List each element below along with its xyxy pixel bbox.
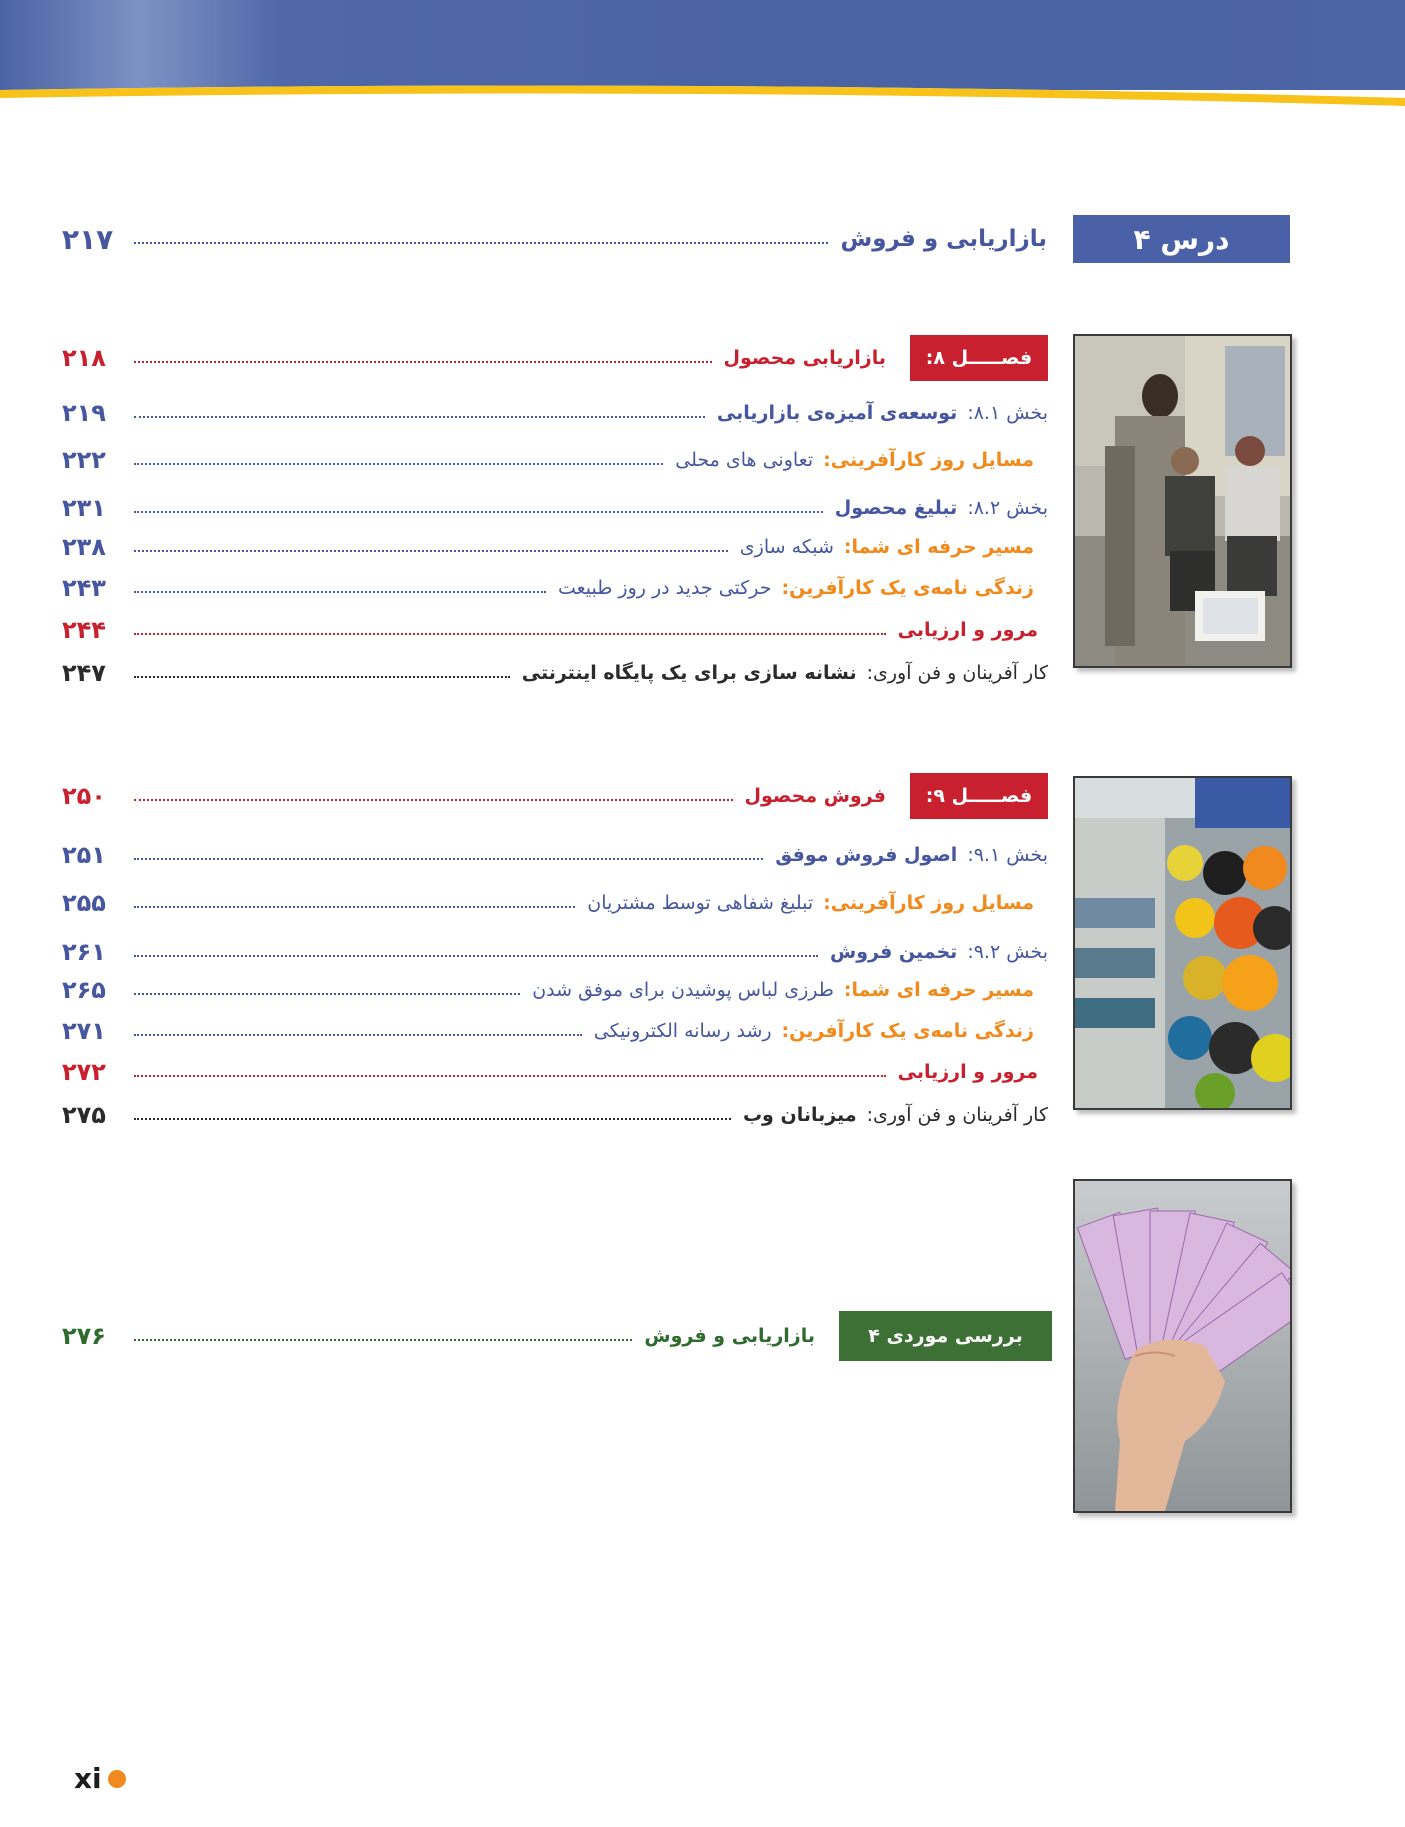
toc-row[interactable] (62, 440, 1034, 480)
row-page: ۲۷۲ (62, 1058, 106, 1086)
row-page: ۲۵۵ (62, 889, 106, 917)
row-prefix: زندگی نامه‌ی یک کارآفرین: (781, 1020, 1034, 1042)
chapter9-title: فروش محصول (744, 785, 886, 807)
row-prefix: مسایل روز کارآفرینی: (823, 892, 1034, 914)
row-title: طرزی لباس پوشیدن برای موفق شدن (532, 979, 834, 1001)
toc-row[interactable] (62, 527, 1034, 567)
leader-dots (134, 1118, 731, 1120)
toc-row[interactable] (62, 932, 1048, 972)
row-page: ۲۱۹ (62, 399, 106, 427)
chapter9-page: ۲۵۰ (62, 782, 106, 810)
meeting-photo (1073, 334, 1292, 668)
row-prefix: بخش ۸.۱: (967, 402, 1048, 424)
toc-row[interactable] (62, 653, 1048, 693)
leader-dots (134, 416, 705, 418)
row-title: توسعه‌ی آمیزه‌ی بازاریابی (716, 402, 958, 424)
row-page: ۲۴۳ (62, 574, 106, 602)
toc-row[interactable] (62, 835, 1048, 875)
row-title: اصول فروش موفق (775, 844, 958, 866)
case-study-page: ۲۷۶ (62, 1322, 106, 1350)
row-prefix: مسیر حرفه ای شما: (843, 536, 1034, 558)
leader-dots (134, 463, 663, 465)
leader-dots (134, 1075, 886, 1077)
row-prefix: مسیر حرفه ای شما: (843, 979, 1034, 1001)
row-prefix: کار آفرینان و فن آوری: (866, 662, 1048, 684)
banknotes-photo (1073, 1179, 1292, 1513)
toc-row[interactable] (62, 568, 1034, 608)
row-title: نشانه سازی برای یک پایگاه اینترنتی (521, 662, 857, 684)
case-study-title: بازاریابی و فروش (644, 1325, 815, 1347)
lesson-title-row[interactable] (62, 219, 1047, 259)
leader-dots (134, 676, 510, 678)
toc-row[interactable] (62, 970, 1034, 1010)
row-page: ۲۴۷ (62, 659, 106, 687)
toc-row[interactable] (62, 610, 1048, 650)
toc-row[interactable] (62, 393, 1048, 433)
toc-row[interactable] (62, 883, 1034, 923)
leader-dots (134, 550, 728, 552)
row-title: تخمین فروش (829, 941, 958, 963)
leader-dots (134, 858, 763, 860)
row-title: حرکتی جدید در روز طبیعت (557, 577, 772, 599)
header-stripe (0, 84, 1405, 110)
leader-dots (134, 591, 546, 593)
leader-dots (134, 361, 712, 363)
chapter9-tag: فصـــــل ۹: (910, 773, 1048, 819)
row-prefix: کار آفرینان و فن آوری: (866, 1104, 1048, 1126)
leader-dots (134, 799, 733, 801)
store-photo (1073, 776, 1292, 1110)
row-prefix: بخش ۹.۲: (967, 941, 1048, 963)
row-title: تعاونی های محلی (675, 449, 814, 471)
toc-row[interactable] (62, 1011, 1034, 1051)
row-title: مرور و ارزیابی (897, 1061, 1038, 1083)
case-study-tag: بررسی موردی ۴ (839, 1311, 1052, 1361)
chapter8-row[interactable] (62, 334, 1048, 382)
leader-dots (134, 906, 575, 908)
chapter9-row[interactable] (62, 772, 1048, 820)
row-title: مرور و ارزیابی (897, 619, 1038, 641)
chapter8-page: ۲۱۸ (62, 344, 106, 372)
chapter8-tag: فصـــــل ۸: (910, 335, 1048, 381)
toc-row[interactable] (62, 488, 1048, 528)
row-page: ۲۷۱ (62, 1017, 106, 1045)
case-study-row[interactable] (62, 1311, 1052, 1361)
leader-dots (134, 993, 520, 995)
row-title: شبکه سازی (739, 536, 834, 558)
row-title: رشد رسانه الکترونیکی (593, 1020, 772, 1042)
leader-dots (134, 1339, 632, 1341)
row-page: ۲۳۱ (62, 494, 106, 522)
row-page: ۲۶۱ (62, 938, 106, 966)
leader-dots (134, 242, 828, 244)
row-page: ۲۴۴ (62, 616, 106, 644)
lesson-page: ۲۱۷ (62, 222, 114, 256)
leader-dots (134, 633, 886, 635)
row-prefix: زندگی نامه‌ی یک کارآفرین: (781, 577, 1034, 599)
leader-dots (134, 511, 823, 513)
page-footer (74, 1762, 126, 1795)
row-prefix: مسایل روز کارآفرینی: (823, 449, 1034, 471)
row-title: تبلیغ شفاهی توسط مشتریان (587, 892, 814, 914)
lesson-title: بازاریابی و فروش (840, 226, 1047, 252)
lesson-label: درس ۴ (1073, 215, 1290, 263)
row-page: ۲۲۲ (62, 446, 106, 474)
bullet-dot-icon (108, 1770, 126, 1788)
page-number: xi (74, 1762, 102, 1795)
chapter8-title: بازاریابی محصول (723, 347, 886, 369)
toc-row[interactable] (62, 1095, 1048, 1135)
row-page: ۲۵۱ (62, 841, 106, 869)
header-band (0, 0, 1405, 90)
row-page: ۲۶۵ (62, 976, 106, 1004)
row-prefix: بخش ۹.۱: (967, 844, 1048, 866)
row-title: تبلیغ محصول (834, 497, 958, 519)
row-page: ۲۳۸ (62, 533, 106, 561)
leader-dots (134, 1034, 582, 1036)
row-page: ۲۷۵ (62, 1101, 106, 1129)
leader-dots (134, 955, 818, 957)
row-prefix: بخش ۸.۲: (967, 497, 1048, 519)
toc-row[interactable] (62, 1052, 1048, 1092)
row-title: میزبانان وب (742, 1104, 857, 1126)
